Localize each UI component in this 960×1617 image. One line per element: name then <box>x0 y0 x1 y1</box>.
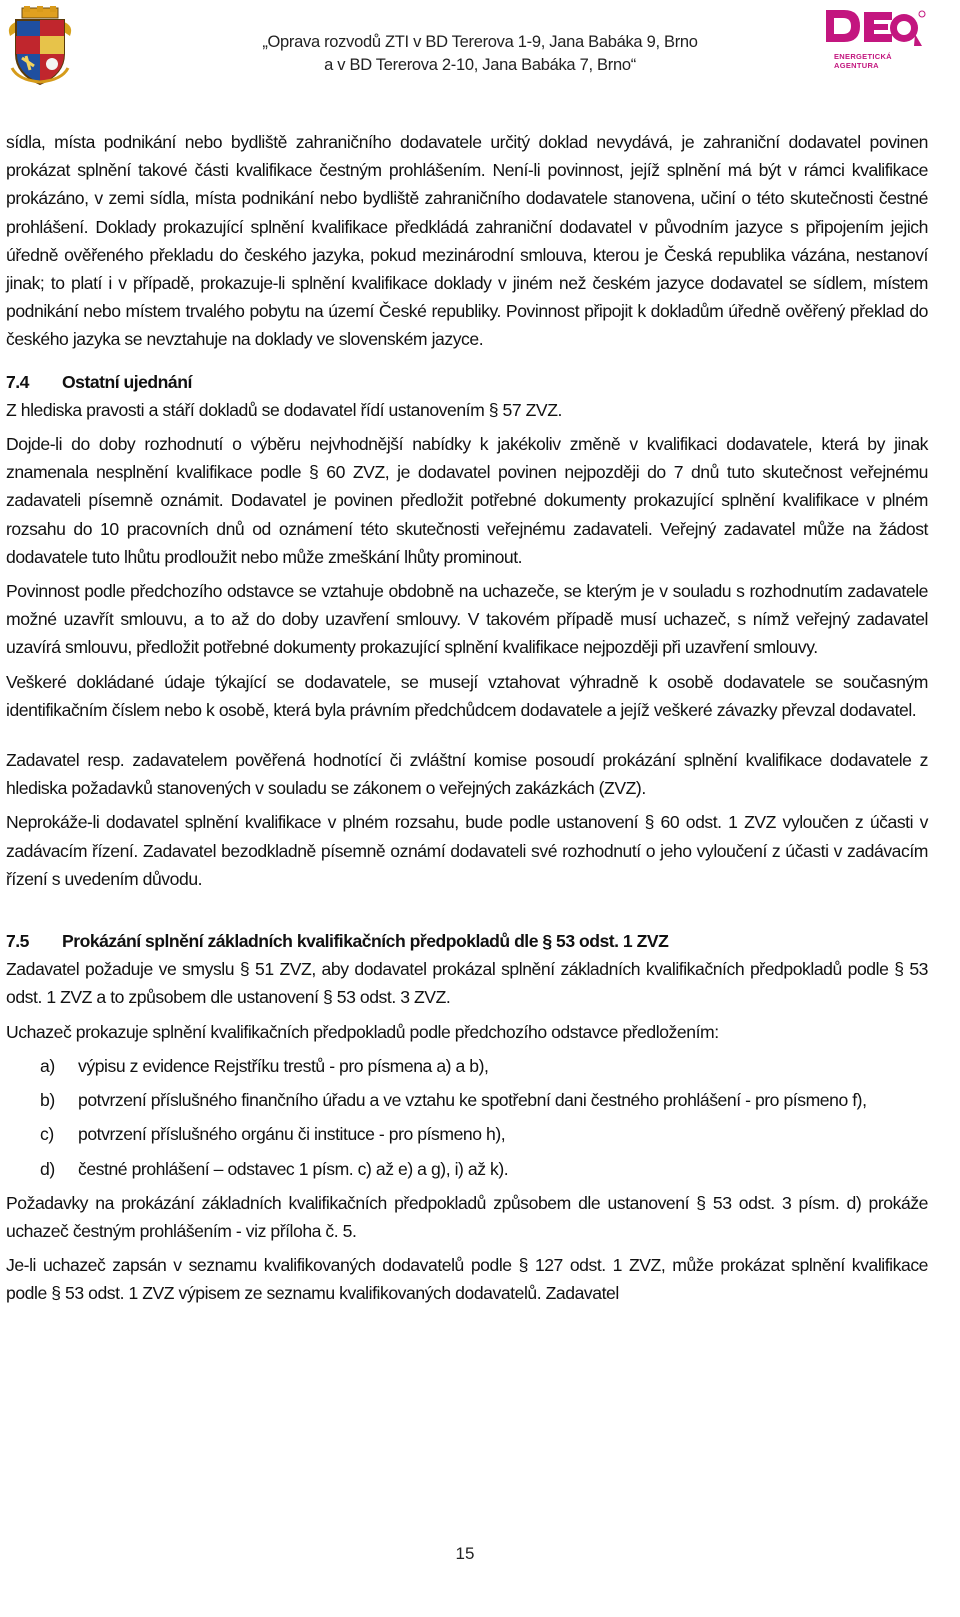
paragraph: Požadavky na prokázání základních kvalifikačních předpokladů způsobem dle ustanovení § 53 odst. 3 písm. d) prokáže uchazeč čestným prohlášením - viz příloha č. 5. <box>6 1192 928 1241</box>
logo-text: ENERGETICKÁ AGENTURA <box>834 52 892 70</box>
list-item-text: potvrzení příslušného finančního úřadu a ve vztahu ke spotřební dani čestného prohlášení - pro písmeno f), <box>78 1090 867 1111</box>
page-number: 15 <box>455 1544 475 1563</box>
paragraph: Zadavatel resp. zadavatelem pověřená hodnotící či zvláštní komise posoudí prokázání splnění kvalifikace dodavatele z hlediska požadavků stanovených v souladu se zákonem o veřejných zakázkách (ZVZ). <box>6 750 928 799</box>
page-header <box>0 0 960 110</box>
paragraph: Zadavatel požaduje ve smyslu § 51 ZVZ, aby dodavatel prokázal splnění základních kvalifikačních předpokladů podle § 53 odst. 1 ZVZ a to způsobem dle ustanovení § 53 odst. 3 ZVZ. <box>6 959 928 1008</box>
section-number: 7.4 <box>6 371 29 392</box>
list-item <box>6 1086 928 1114</box>
section-heading-7-4 <box>6 368 928 396</box>
paragraph: Dojde-li do doby rozhodnutí o výběru nejvhodnější nabídky k jakékoliv změně v kvalifikaci dodavatele, která by jinak znamenala nesplnění kvalifikace podle § 60 ZVZ, je dodavatel povinen nejpozději do 7 dnů tuto skutečnost veřejnému zadavateli písemně oznámit. Dodavatel je povinen předložit potřebné dokumenty prokazující splnění kvalifikace v plném rozsahu do 10 pracovních dnů od oznámení této skutečnosti veřejnému zadavateli. Veřejný zadavatel může na žádost dodavatele tuto lhůtu prodloužit nebo může zmeškání lhůty prominout. <box>6 434 928 567</box>
section-heading-7-5 <box>6 927 928 955</box>
coat-of-arms-icon <box>8 6 72 86</box>
paragraph: Povinnost podle předchozího odstavce se vztahuje obdobně na uchazeče, se kterým je v souladu s rozhodnutím zadavatele možné uzavřít smlouvu, a to až do doby uzavření smlouvy. V takovém případě musí uchazeč, s nímž veřejný zadavatel uzavírá smlouvu, předložit potřebné dokumenty prokazující splnění kvalifikace nejpozději při uzavření smlouvy. <box>6 581 928 658</box>
list-item-text: potvrzení příslušného orgánu či instituce - pro písmeno h), <box>78 1124 506 1145</box>
section-title: Prokázání splnění základních kvalifikačních předpokladů dle § 53 odst. 1 ZVZ <box>62 931 669 952</box>
title-line-1: „Oprava rozvodů ZTI v BD Tererova 1-9, Jana Babáka 9, Brno <box>262 33 698 51</box>
paragraph: Uchazeč prokazuje splnění kvalifikačních předpokladů podle předchozího odstavce předložením: <box>6 1021 719 1042</box>
list-item <box>6 1120 928 1148</box>
list-item <box>6 1155 928 1183</box>
document-title <box>200 31 760 77</box>
paragraph: Neprokáže-li dodavatel splnění kvalifikace v plném rozsahu, bude podle ustanovení § 60 odst. 1 ZVZ vyloučen z účasti v zadávacím řízení. Zadavatel bezodkladně písemně oznámí dodavateli své rozhodnutí o jeho vyloučení z účasti v zadávacím řízení s uvedením důvodu. <box>6 812 928 889</box>
requirements-list <box>6 1052 928 1183</box>
list-item-text: výpisu z evidence Rejstříku trestů - pro písmena a) a b), <box>78 1055 489 1076</box>
document-body <box>6 128 928 1314</box>
paragraph: Veškeré dokládané údaje týkající se dodavatele, se musejí vztahovat výhradně k osobě dodavatele se současným identifikačním číslem nebo k osobě, která byla právním předchůdcem dodavatele a jejíž veškeré závazky převzal dodavatel. <box>6 671 928 720</box>
section-number: 7.5 <box>6 931 29 952</box>
list-marker: d) <box>40 1158 55 1179</box>
title-line-2: a v BD Tererova 2-10, Jana Babáka 7, Brno“ <box>324 56 636 74</box>
paragraph: Z hlediska pravosti a stáří dokladů se dodavatel řídí ustanovením § 57 ZVZ. <box>6 399 562 420</box>
list-item-text: čestné prohlášení – odstavec 1 písm. c) až e) a g), i) až k). <box>78 1158 509 1179</box>
list-marker: b) <box>40 1090 55 1111</box>
paragraph: Je-li uchazeč zapsán v seznamu kvalifikovaných dodavatelů podle § 127 odst. 1 ZVZ, může prokázat splnění kvalifikace podle § 53 odst. 1 ZVZ výpisem ze seznamu kvalifikovaných dodavatelů. Zadavatel <box>6 1255 928 1304</box>
list-marker: c) <box>40 1124 54 1145</box>
list-item <box>6 1052 928 1080</box>
paragraph: sídla, místa podnikání nebo bydliště zahraničního dodavatele určitý doklad nevydává, je zahraniční dodavatel povinen prokázat splnění takové části kvalifikace čestným prohlášením. Není-li povinnost, jejíž splnění má být v rámci kvalifikace prokázáno, v zemi sídla, místa podnikání nebo bydliště zahraničního dodavatele stanovena, učiní o této skutečnosti čestné prohlášení. Doklady prokazující splnění kvalifikace předkládá zahraniční dodavatel v původním jazyce s připojením jejich úředně ověřeného překladu do českého jazyka, pokud mezinárodní smlouva, kterou je Česká republika vázána, nestanoví jinak; to platí i v případě, prokazuje-li splnění kvalifikace doklady v jiném než českém jazyce dodavatel se sídlem, místem podnikání nebo místem trvalého pobytu na území České republiky. Povinnost připojit k dokladům úředně ověřený překlad do českého jazyka se nevztahuje na doklady ve slovenském jazyce. <box>6 132 928 350</box>
list-marker: a) <box>40 1055 55 1076</box>
section-title: Ostatní ujednání <box>62 371 192 392</box>
